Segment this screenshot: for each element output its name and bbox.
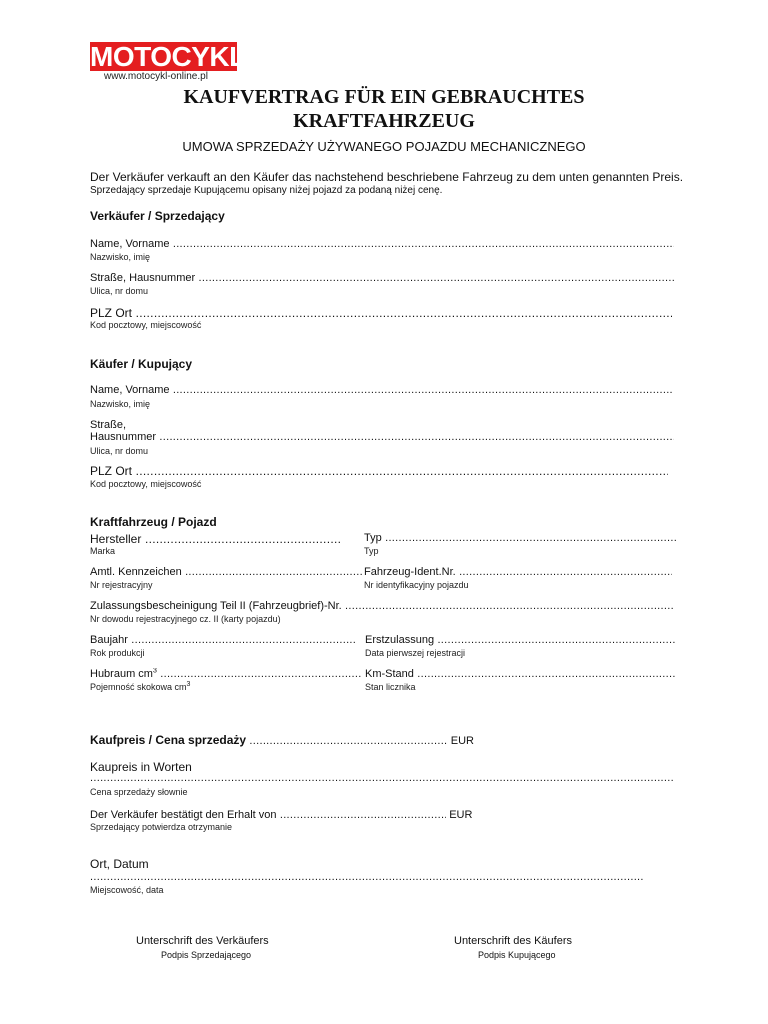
buyer-heading: Käufer / Kupujący [90, 357, 193, 371]
buyer-city-sub: Kod pocztowy, miejscowość [90, 479, 202, 489]
place-date-sub: Miejscowość, data [90, 885, 164, 895]
intro-polish: Sprzedający sprzedaje Kupującemu opisany niżej pojazd za podaną niżej cenę. [90, 185, 443, 196]
registration-doc-label: Zulassungsbescheinigung Teil II (Fahrzeugbrief)-Nr. [90, 600, 342, 612]
type-field[interactable] [364, 532, 676, 544]
price-dots [249, 735, 447, 747]
capacity-label: Hubraum $cm^3$ [90, 668, 157, 680]
seller-heading: Verkäufer / Sprzedający [90, 209, 225, 223]
received-row[interactable] [90, 807, 510, 821]
odometer-label: Km-Stand [365, 668, 414, 680]
vin-field[interactable] [364, 566, 672, 578]
buyer-name-sub: Nazwisko, imię [90, 399, 151, 409]
registration-doc-sub: Nr dowodu rejestracyjnego cz. II (karty pojazdu) [90, 614, 281, 624]
received-currency: EUR [449, 809, 473, 821]
buyer-signature-label: Unterschrift des Käufers [454, 935, 572, 947]
price-row[interactable] [90, 733, 490, 747]
intro-german: Der Verkäufer verkauft an den Käufer das nachstehend beschriebene Fahrzeug zu dem unten genannten Preis. [90, 170, 684, 184]
buyer-name-label: Name, Vorname [90, 384, 170, 396]
odometer-field[interactable] [365, 668, 675, 680]
year-sub: Rok produkcji [90, 648, 145, 658]
vin-label: Fahrzeug-Ident.Nr. [364, 566, 456, 578]
seller-street-field[interactable] [90, 272, 674, 284]
registration-doc-field[interactable] [90, 600, 674, 612]
seller-city-sub: Kod pocztowy, miejscowość [90, 320, 202, 330]
capacity-sub: Pojemność skokowa $cm^3$ [90, 681, 191, 692]
seller-signature-label: Unterschrift des Verkäufers [136, 935, 269, 947]
make-label: Hersteller [90, 532, 142, 546]
document-title-line-1: KAUFVERTRAG FÜR EIN GEBRAUCHTES [183, 86, 585, 108]
buyer-city-label: PLZ Ort [90, 464, 133, 478]
brand-logo: MOTOCYKL [90, 41, 246, 72]
first-registration-field[interactable] [365, 634, 676, 646]
place-date-field[interactable] [90, 871, 644, 883]
first-registration-label: Erstzulassung [365, 634, 435, 646]
seller-name-field[interactable] [90, 238, 674, 250]
year-label: Baujahr [90, 634, 128, 646]
price-words-field[interactable] [90, 772, 674, 784]
vehicle-heading: Kraftfahrzeug / Pojazd [90, 515, 217, 529]
price-words-label: Kaupreis in Worten [90, 760, 192, 774]
document-subtitle: UMOWA SPRZEDAŻY UŻYWANEGO POJAZDU MECHANICZNEGO [182, 139, 586, 154]
price-heading: Kaufpreis / Cena sprzedaży [90, 733, 247, 747]
seller-name-label: Name, Vorname [90, 238, 170, 250]
seller-street-sub: Ulica, nr domu [90, 286, 149, 296]
brand-url: www.motocykl-online.pl [104, 71, 208, 82]
received-sub: Sprzedający potwierdza otrzymanie [90, 822, 233, 832]
seller-city-label: PLZ Ort [90, 306, 133, 320]
odometer-sub: Stan licznika [365, 682, 416, 692]
make-field[interactable] [90, 532, 342, 546]
plate-label: Amtl. Kennzeichen [90, 566, 182, 578]
buyer-city-field[interactable] [90, 464, 668, 478]
seller-city-field[interactable] [90, 306, 672, 320]
price-words-sub: Cena sprzedaży słownie [90, 787, 188, 797]
capacity-field[interactable] [90, 668, 362, 680]
seller-name-sub: Nazwisko, imię [90, 252, 151, 262]
buyer-street-field[interactable] [90, 431, 674, 443]
price-currency: EUR [450, 735, 474, 747]
year-field[interactable] [90, 634, 356, 646]
type-label: Typ [364, 532, 382, 544]
plate-sub: Nr rejestracyjny [90, 580, 153, 590]
seller-street-label: Straße, Hausnummer [90, 272, 196, 284]
document-title-line-2: KRAFTFAHRZEUG [293, 110, 475, 132]
buyer-name-field[interactable] [90, 384, 672, 396]
buyer-street-label-2: Hausnummer [90, 431, 157, 443]
buyer-street-label-1: Straße, [90, 419, 127, 431]
first-registration-sub: Data pierwszej rejestracji [365, 648, 466, 658]
buyer-street-sub: Ulica, nr domu [90, 446, 149, 456]
type-sub: Typ [364, 546, 379, 556]
buyer-signature-sub: Podpis Kupującego [478, 950, 556, 960]
place-date-label: Ort, Datum [90, 857, 149, 871]
make-sub: Marka [90, 546, 116, 556]
plate-field[interactable] [90, 566, 362, 578]
received-dots [280, 809, 446, 821]
received-label: Der Verkäufer bestätigt den Erhalt von [90, 809, 277, 821]
seller-signature-sub: Podpis Sprzedającego [161, 950, 252, 960]
vin-sub: Nr identyfikacyjny pojazdu [364, 580, 469, 590]
